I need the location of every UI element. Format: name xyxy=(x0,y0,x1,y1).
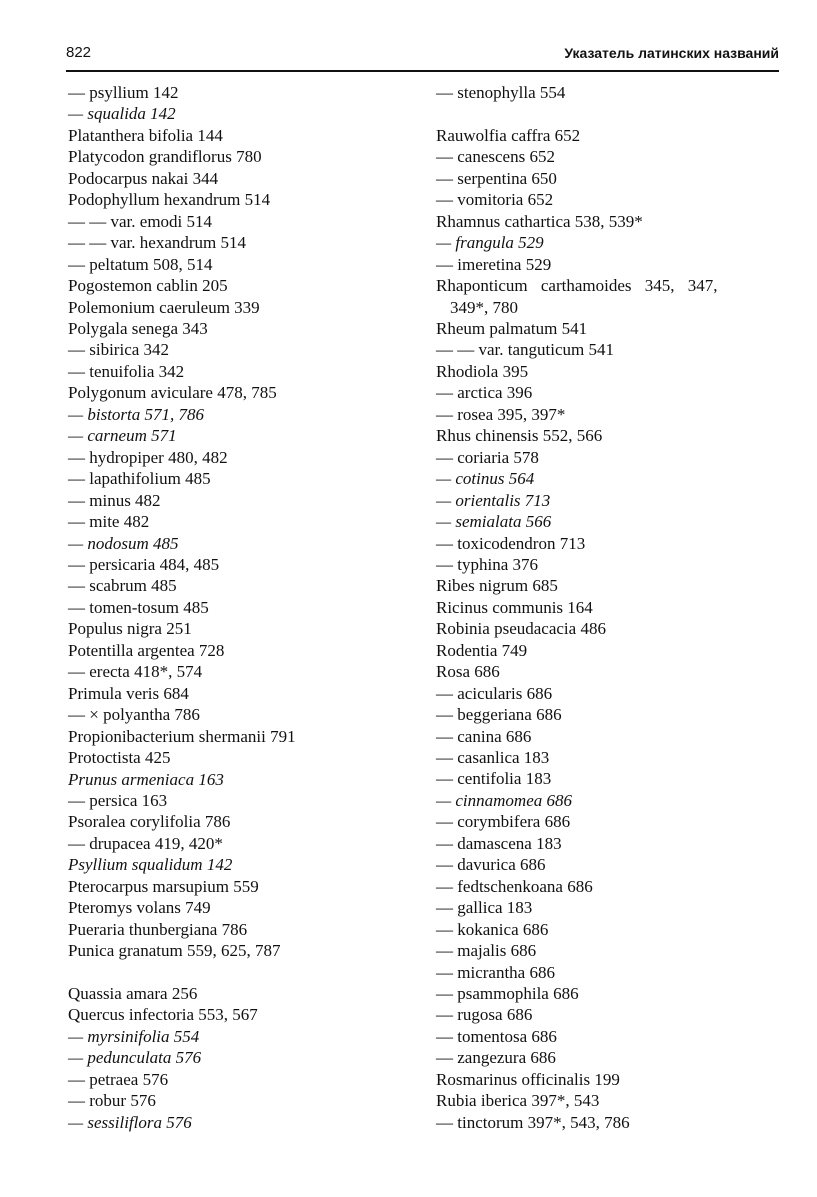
index-entry: Platanthera bifolia 144 xyxy=(68,125,223,145)
index-entry: — persica 163 xyxy=(68,790,168,810)
index-entry: — casanlica 183 xyxy=(436,748,550,768)
index-entry: — hydropiper 480, 482 xyxy=(68,447,228,467)
index-entry: Platycodon grandiflorus 780 xyxy=(68,147,262,167)
running-title: Указатель латинских названий xyxy=(564,45,779,61)
index-entry: Rosa 686 xyxy=(436,662,500,682)
index-entry: Pogostemon cablin 205 xyxy=(68,276,228,296)
index-entry: Propionibacterium shermanii 791 xyxy=(68,726,296,746)
index-entry: Rhamnus cathartica 538, 539* xyxy=(436,211,643,231)
index-entry: — erecta 418*, 574 xyxy=(68,662,203,682)
index-entry: Rubia iberica 397*, 543 xyxy=(436,1091,600,1111)
index-entry: — cotinus 564 xyxy=(436,469,535,489)
index-entry: — persicaria 484, 485 xyxy=(68,554,220,574)
index-entry: — tomentosa 686 xyxy=(436,1026,557,1046)
index-entry: Pueraria thunbergiana 786 xyxy=(68,919,248,939)
index-entry: — sessiliflora 576 xyxy=(68,1112,192,1132)
index-entry: Polygonum aviculare 478, 785 xyxy=(68,383,277,403)
index-entry: Protoctista 425 xyxy=(68,748,171,768)
index-entry: — pedunculata 576 xyxy=(68,1048,202,1068)
index-entry: — tenuifolia 342 xyxy=(68,361,185,381)
index-entry: — petraea 576 xyxy=(68,1069,169,1089)
index-entry: — × polyantha 786 xyxy=(68,705,200,725)
index-entry: Rodentia 749 xyxy=(436,640,528,660)
index-entry: — sibirica 342 xyxy=(68,340,170,360)
index-entry: — vomitoria 652 xyxy=(436,190,554,210)
index-entry: — mite 482 xyxy=(68,512,150,532)
index-entry: — lapathifolium 485 xyxy=(68,469,211,489)
index-entry: — robur 576 xyxy=(68,1091,156,1111)
index-entry: — — var. emodi 514 xyxy=(68,211,213,231)
index-entry: — carneum 571 xyxy=(68,426,177,446)
index-entry: — frangula 529 xyxy=(436,233,544,253)
index-entry: — toxicodendron 713 xyxy=(436,533,586,553)
index-entry: — fedtschenkoana 686 xyxy=(436,876,593,896)
index-entry: Rhodiola 395 xyxy=(436,361,529,381)
index-entry: Psoralea corylifolia 786 xyxy=(68,812,231,832)
index-entry: — corymbifera 686 xyxy=(436,812,571,832)
index-entry: Psyllium squalidum 142 xyxy=(68,855,233,875)
index-entry: — tinctorum 397*, 543, 786 xyxy=(436,1112,630,1132)
index-entry: Polemonium caeruleum 339 xyxy=(68,297,260,317)
index-entry: — tomen-tosum 485 xyxy=(68,597,209,617)
index-column-right xyxy=(436,82,781,1133)
index-entry: — stenophylla 554 xyxy=(436,83,566,102)
index-entry: — kokanica 686 xyxy=(436,919,549,939)
index-entry: — arctica 396 xyxy=(436,383,533,403)
index-entry: — majalis 686 xyxy=(436,941,537,961)
index-entry: — psyllium 142 xyxy=(68,83,179,102)
index-entry: Quassia amara 256 xyxy=(68,984,198,1004)
index-entry: — minus 482 xyxy=(68,490,161,510)
index-entry: — centifolia 183 xyxy=(436,769,552,789)
index-entry: — micrantha 686 xyxy=(436,962,555,982)
index-entry-continuation: 349*, 780 xyxy=(450,297,518,317)
index-entry: Podophyllum hexandrum 514 xyxy=(68,190,271,210)
page-header xyxy=(66,44,779,68)
section-gap xyxy=(68,962,408,983)
index-entry: — rosea 395, 397* xyxy=(436,404,566,424)
index-entry: — scabrum 485 xyxy=(68,576,177,596)
index-entry: Polygala senega 343 xyxy=(68,318,208,338)
index-entry: — peltatum 508, 514 xyxy=(68,254,213,274)
index-entry: Rhus chinensis 552, 566 xyxy=(436,426,603,446)
index-entry: — cinnamomea 686 xyxy=(436,790,572,810)
index-entry: — zangezura 686 xyxy=(436,1048,556,1068)
index-entry: — nodosum 485 xyxy=(68,533,179,553)
index-entry: — coriaria 578 xyxy=(436,447,539,467)
index-entry: Rosmarinus officinalis 199 xyxy=(436,1069,620,1089)
index-entry: — squalida 142 xyxy=(68,104,176,124)
page-number: 822 xyxy=(66,44,92,61)
index-entry: Rauwolfia caffra 652 xyxy=(436,125,581,145)
index-entry: — bistorta 571, 786 xyxy=(68,404,205,424)
index-entry: Ribes nigrum 685 xyxy=(436,576,558,596)
index-entry: — psammophila 686 xyxy=(436,984,579,1004)
index-entry: Prunus armeniaca 163 xyxy=(68,769,224,789)
index-entry: Ricinus communis 164 xyxy=(436,597,593,617)
index-entry: Pterocarpus marsupium 559 xyxy=(68,876,259,896)
index-entry: Punica granatum 559, 625, 787 xyxy=(68,941,281,961)
index-entry: Pteromys volans 749 xyxy=(68,898,211,918)
index-entry: — — var. tanguticum 541 xyxy=(436,340,615,360)
index-entry: Primula veris 684 xyxy=(68,683,189,703)
index-entry: Podocarpus nakai 344 xyxy=(68,168,219,188)
index-entry: Quercus infectoria 553, 567 xyxy=(68,1005,258,1025)
index-entry: — gallica 183 xyxy=(436,898,533,918)
index-entry: — canescens 652 xyxy=(436,147,555,167)
index-entry: — canina 686 xyxy=(436,726,532,746)
index-entry: — acicularis 686 xyxy=(436,683,553,703)
index-column-left xyxy=(68,82,408,1133)
index-entry: Robinia pseudacacia 486 xyxy=(436,619,606,639)
index-entry: Rheum palmatum 541 xyxy=(436,318,588,338)
header-rule xyxy=(66,70,779,72)
index-entry: — orientalis 713 xyxy=(436,490,551,510)
index-entry: — rugosa 686 xyxy=(436,1005,533,1025)
index-entry: — imeretina 529 xyxy=(436,254,552,274)
index-entry: Potentilla argentea 728 xyxy=(68,640,225,660)
index-entry: — typhina 376 xyxy=(436,554,538,574)
index-entry: — semialata 566 xyxy=(436,512,552,532)
section-gap xyxy=(436,103,781,124)
index-entry: Populus nigra 251 xyxy=(68,619,192,639)
index-entry: — serpentina 650 xyxy=(436,168,557,188)
index-entry: — davurica 686 xyxy=(436,855,546,875)
index-entry: — drupacea 419, 420* xyxy=(68,833,223,853)
index-entry: — beggeriana 686 xyxy=(436,705,562,725)
index-entry: — myrsinifolia 554 xyxy=(68,1026,200,1046)
index-entry: Rhaponticum carthamoides 345, 347, xyxy=(436,276,718,296)
index-entry: — — var. hexandrum 514 xyxy=(68,233,246,253)
index-entry: — damascena 183 xyxy=(436,833,562,853)
